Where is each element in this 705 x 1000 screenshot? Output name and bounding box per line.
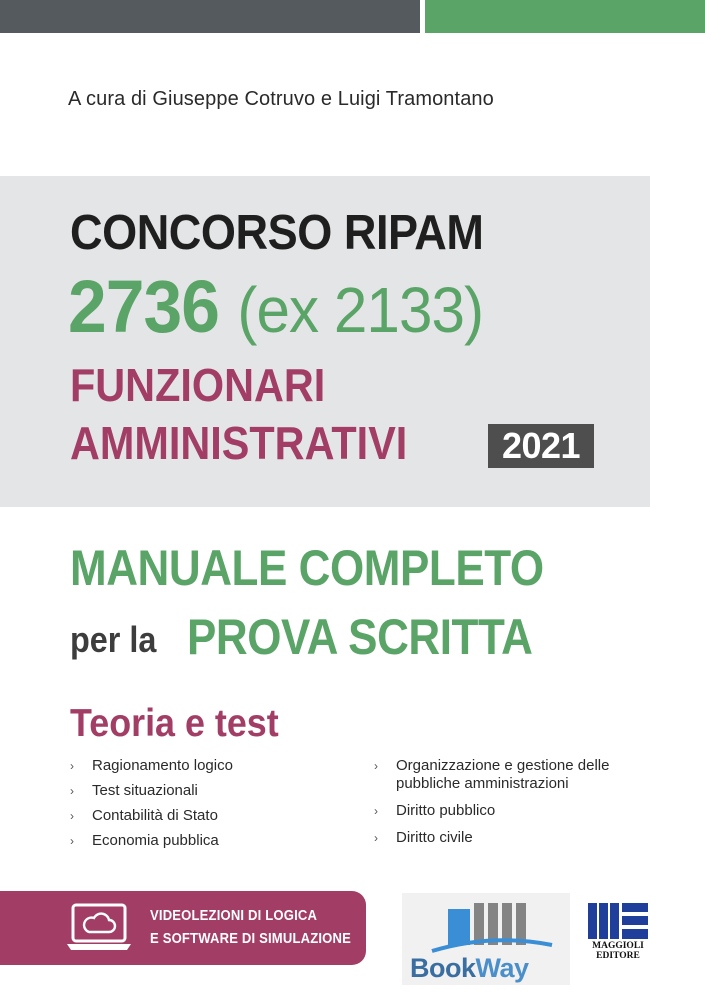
subtitle-prova-scritta: PROVA SCRITTA [187,609,533,665]
topic-item: › Diritto civile [374,829,473,846]
title-number [68,265,484,348]
topic-item: › Ragionamento logico [70,757,233,774]
top-band-green [425,0,705,33]
year-badge: 2021 [488,424,594,468]
maggioli-editore-logo [586,901,650,959]
topics-list-left [70,757,233,857]
video-banner [0,891,366,965]
subtitle-teoria-test: Teoria e test [70,702,279,745]
chevron-right-icon: › [70,784,74,798]
topic-item: › Organizzazione e gestione delle pubbliche amministrazioni [374,757,610,792]
topic-item: › Diritto pubblico [374,802,496,819]
video-text-line2: E SOFTWARE DI SIMULAZIONE [150,931,351,947]
title-funzionari: FUNZIONARI [70,359,326,411]
title-amministrativi: AMMINISTRATIVI [70,417,408,469]
bookway-logo-graphic [402,893,570,953]
topic-item: › Contabilità di Stato [70,807,218,824]
publisher-line2: EDITORE [596,951,640,959]
chevron-right-icon: › [70,759,74,773]
chevron-right-icon: › [70,809,74,823]
chevron-right-icon: › [374,831,378,845]
top-band-grey [0,0,420,33]
topic-item: › Test situazionali [70,782,198,799]
authors-line: A cura di Giuseppe Cotruvo e Luigi Tramontano [68,88,494,110]
subtitle-manuale: MANUALE COMPLETO [70,540,544,596]
subtitle-per-la: per la [70,619,157,660]
chevron-right-icon: › [374,759,378,773]
title-number-main: 2736 [68,265,219,348]
publisher-line1: MAGGIOLI [592,941,644,951]
chevron-right-icon: › [374,804,378,818]
title-concorso: CONCORSO RIPAM [70,206,484,260]
bookway-wordmark: BookWay [410,953,529,983]
chevron-right-icon: › [70,834,74,848]
topics-list-right [374,757,634,856]
title-number-ex: (ex 2133) [237,274,484,346]
topic-item: › Economia pubblica [70,832,219,849]
video-text-line1: VIDEOLEZIONI DI LOGICA [150,908,318,924]
laptop-cloud-icon [65,902,133,954]
